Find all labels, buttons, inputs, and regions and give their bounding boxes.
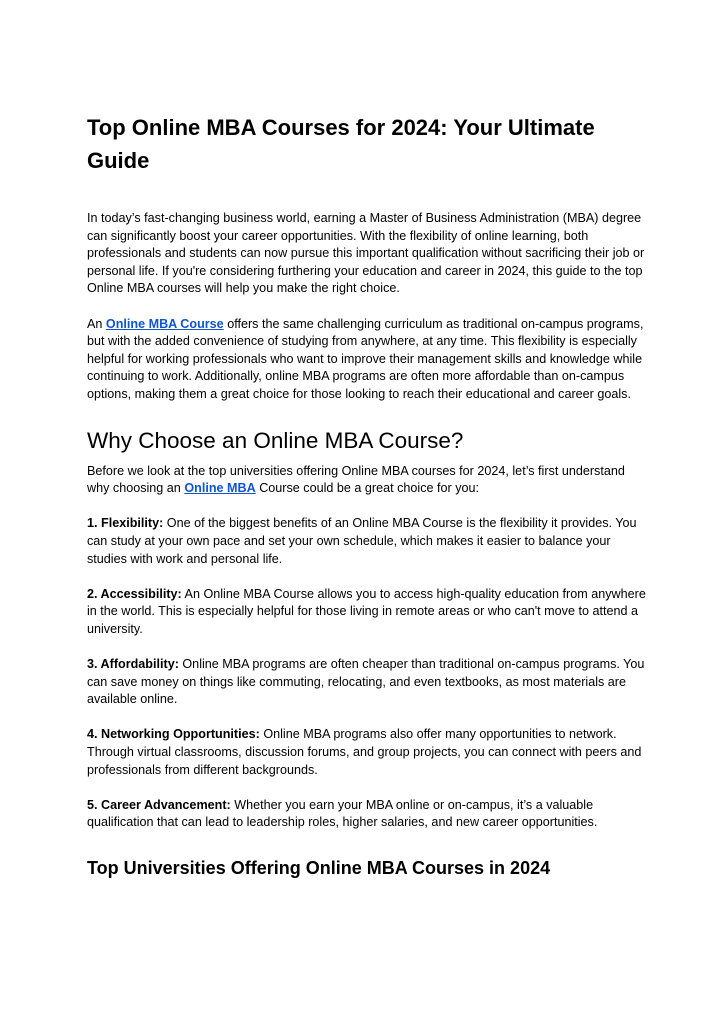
benefit-label: 4. Networking Opportunities: [87, 727, 260, 742]
benefit-label: 3. Affordability: [87, 657, 179, 672]
why-intro-prefix: Before we look at the top universities offering Online MBA courses for 2024, let’s first understand why choosing an [87, 463, 625, 496]
document-page [87, 111, 647, 880]
benefit-label: 5. Career Advancement: [87, 797, 231, 812]
why-intro-paragraph [87, 463, 647, 498]
online-mba-course-link[interactable]: Online MBA Course [105, 316, 224, 331]
intro-paragraph: In today’s fast-changing business world, earning a Master of Business Administration (MBA) degree can significantly boost your career opportunities. With the flexibility of online learning, both professionals and students can now pursue this important qualification without sacrificing their job or personal life. If you're considering furthering your education and career in 2024, this guide to the top Online MBA courses will help you make the right choice. [87, 211, 645, 296]
second-paragraph-suffix: offers the same challenging curriculum as traditional on-campus programs, but with the added convenience of studying from anywhere, at any time. This flexibility is especially helpful for working professionals who want to improve their management skills and knowledge while continuing to work. Additionally, online MBA programs are often more affordable than on-campus options, making them a great choice for those looking to reach their educational and career goals. [87, 316, 644, 401]
benefit-networking [87, 726, 647, 779]
benefit-career-advancement [87, 797, 647, 832]
universities-heading: Top Universities Offering Online MBA Courses in 2024 [87, 858, 551, 878]
benefit-text: Online MBA programs are often cheaper than traditional on-campus programs. You can save money on things like commuting, relocating, and even textbooks, as most materials are available online. [87, 657, 645, 707]
benefit-accessibility [87, 586, 647, 639]
benefit-text: One of the biggest benefits of an Online MBA Course is the flexibility it provides. You can study at your own pace and set your own schedule, which makes it easier to balance your studies with work and personal life. [87, 516, 637, 566]
online-mba-link[interactable]: Online MBA [184, 481, 256, 496]
why-choose-heading: Why Choose an Online MBA Course? [87, 427, 464, 453]
benefit-text: Whether you earn your MBA online or on-campus, it’s a valuable qualification that can lead to leadership roles, higher salaries, and new career opportunities. [87, 797, 598, 830]
page-title: Top Online MBA Courses for 2024: Your Ultimate Guide [87, 115, 595, 173]
benefit-affordability [87, 656, 647, 709]
benefit-label: 2. Accessibility: [87, 586, 182, 601]
second-paragraph-prefix: An [87, 316, 106, 331]
benefit-flexibility [87, 515, 647, 568]
why-intro-suffix: Course could be a great choice for you: [255, 481, 480, 496]
benefit-label: 1. Flexibility: [87, 516, 164, 531]
benefit-text: An Online MBA Course allows you to access high-quality education from anywhere in the world. This is especially helpful for those living in remote areas or who can't move to attend a university. [87, 586, 646, 636]
benefit-text: Online MBA programs also offer many opportunities to network. Through virtual classrooms, discussion forums, and group projects, you can connect with peers and professionals from different backgrounds. [87, 727, 642, 777]
second-paragraph [87, 316, 647, 404]
